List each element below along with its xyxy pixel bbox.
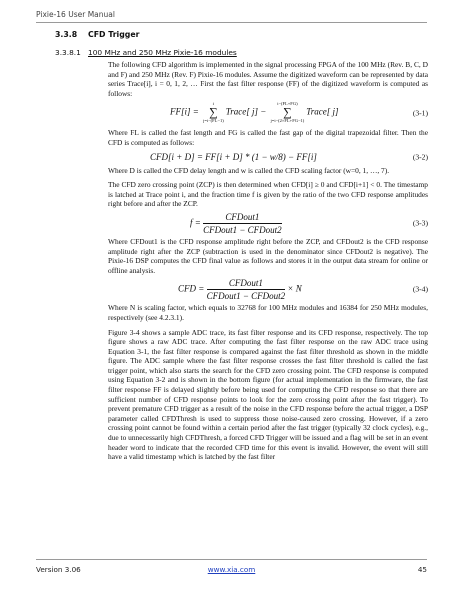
eq1-term-a: Trace[ j]: [225, 106, 258, 117]
header-rule: [36, 22, 427, 23]
eq4-lhs: CFD =: [178, 283, 205, 294]
eq3-fraction: $\frac{\text{CFDout1}}{\text{CFDout1 − CFDout2}}$: [203, 211, 282, 235]
footer-rule: [36, 559, 427, 560]
footer-link-container: [0, 565, 463, 574]
eq2-expression: CFD[i + D] = FF[i + D] * (1 − w/8) − FF[i]: [150, 151, 317, 162]
equation-number-3-4: (3-4): [412, 284, 428, 294]
sum-symbol-a: i ∑ j=i−(FL−1): [203, 101, 224, 124]
section-number: 3.3.8: [55, 30, 78, 39]
equation-3-1: [108, 98, 428, 128]
sum-symbol-b: i−(FL+FG) ∑ j=i−(2×FL+FG−1): [270, 101, 305, 124]
paragraph-scaling: Where N is scaling factor, which equals to 32768 for 100 MHz modules and 16384 for 250 MHz modules, respectively (see 4.2.3.1).: [108, 303, 428, 322]
subsection-number: 3.3.8.1: [55, 48, 81, 57]
subsection-heading: [55, 48, 237, 57]
paragraph-intro: The following CFD algorithm is implemented in the signal processing FPGA of the 100 MHz (Rev. B, C, D and F) and 250 MHz (Rev. F) Pixie-16 modules. Assume the digitized waveform can be represented by data series Trace[i], i = 0, 1, 2, … First the fast filter response (FF) of the digitized waveform is computed as follows:: [108, 60, 428, 98]
equation-number-3-2: (3-2): [412, 152, 428, 162]
eq3-lhs: f =: [190, 217, 201, 228]
equation-3-2: [108, 148, 428, 166]
paragraph-cfd-delay: Where D is called the CFD delay length and w is called the CFD scaling factor (w=0, 1, …, 7).: [108, 165, 390, 175]
paragraph-figure-description: Figure 3-4 shows a sample ADC trace, its fast filter response and its CFD response, respectively. The top figure shows a raw ADC trace. After computing the fast filter response on the raw ADC trace using Equation 3-1, the fast filter response is compared against the fast filter threshold as shown in the middle figure. The ADC sample where the fast filter response crosses the fast filter threshold is called the fast trigger point, which also starts the search for the CFD zero crossing point. The CFD response is computed using Equation 3-2 and is shown in the bottom figure (for actual implementation in the firmware, the fast filter response FF is delayed slightly before being used for computing the CFD response so that there are sufficient number of CFD response points to look for the zero crossing point after the fast trigger). To prevent premature CFD trigger as a result of the noise in the CFD response before the actual trigger, a DSP parameter called CFDThresh is used to suppress those noise-caused zero crossing. However, if a zero crossing point cannot be found within a certain period after the fast trigger (typically 32 clock cycles), e.g., due to unnecessarily high CFDThresh, a forced CFD Trigger will be issued and a flag will be set in an event header word to indicate that the recorded CFD time for this event is invalid. However, the event will still have a valid timestamp which is latched by the fast filter: [108, 327, 428, 462]
eq4-rhs: × N: [287, 283, 302, 294]
section-heading: [55, 30, 140, 39]
eq1-minus: −: [260, 106, 267, 117]
body-text: [108, 60, 428, 462]
eq1-term-b: Trace[ j]: [306, 106, 339, 117]
running-header: Pixie-16 User Manual: [36, 10, 115, 19]
equation-number-3-3: (3-3): [412, 218, 428, 228]
website-link[interactable]: www.xia.com: [207, 565, 256, 574]
section-title: CFD Trigger: [88, 30, 140, 39]
eq1-lhs: FF[i] =: [170, 106, 199, 117]
paragraph-zero-crossing: The CFD zero crossing point (ZCP) is then determined when CFD[i] ≥ 0 and CFD[i+1] < 0. The timestamp is latched at Trace point i, and the fraction time f is given by the ratio of the two CFD response amplitudes right before and after the ZCP.: [108, 180, 428, 209]
equation-3-3: [108, 209, 428, 237]
equation-number-3-1: (3-1): [412, 108, 428, 118]
footer-version: Version 3.06: [36, 565, 81, 574]
paragraph-cfdout: Where CFDout1 is the CFD response amplitude right before the ZCP, and CFDout2 is the CFD response amplitude right after the ZCP (subtraction is used in the denominator since CFDout2 is negative). The Pixie-16 DSP computes the CFD final value as follows and stores it in the output data stream for online or offline analysis.: [108, 236, 428, 275]
eq4-fraction: $\frac{\text{CFDout1}}{\text{CFDout1 − CFDout2}}$: [206, 278, 286, 302]
paragraph-fast-length: Where FL is called the fast length and FG is called the fast gap of the digital trapezoidal filter. Then the CFD is computed as follows:: [108, 128, 428, 147]
page-number: 45: [417, 565, 427, 574]
subsection-title: 100 MHz and 250 MHz Pixie-16 modules: [88, 48, 237, 57]
equation-3-4: [108, 275, 428, 303]
